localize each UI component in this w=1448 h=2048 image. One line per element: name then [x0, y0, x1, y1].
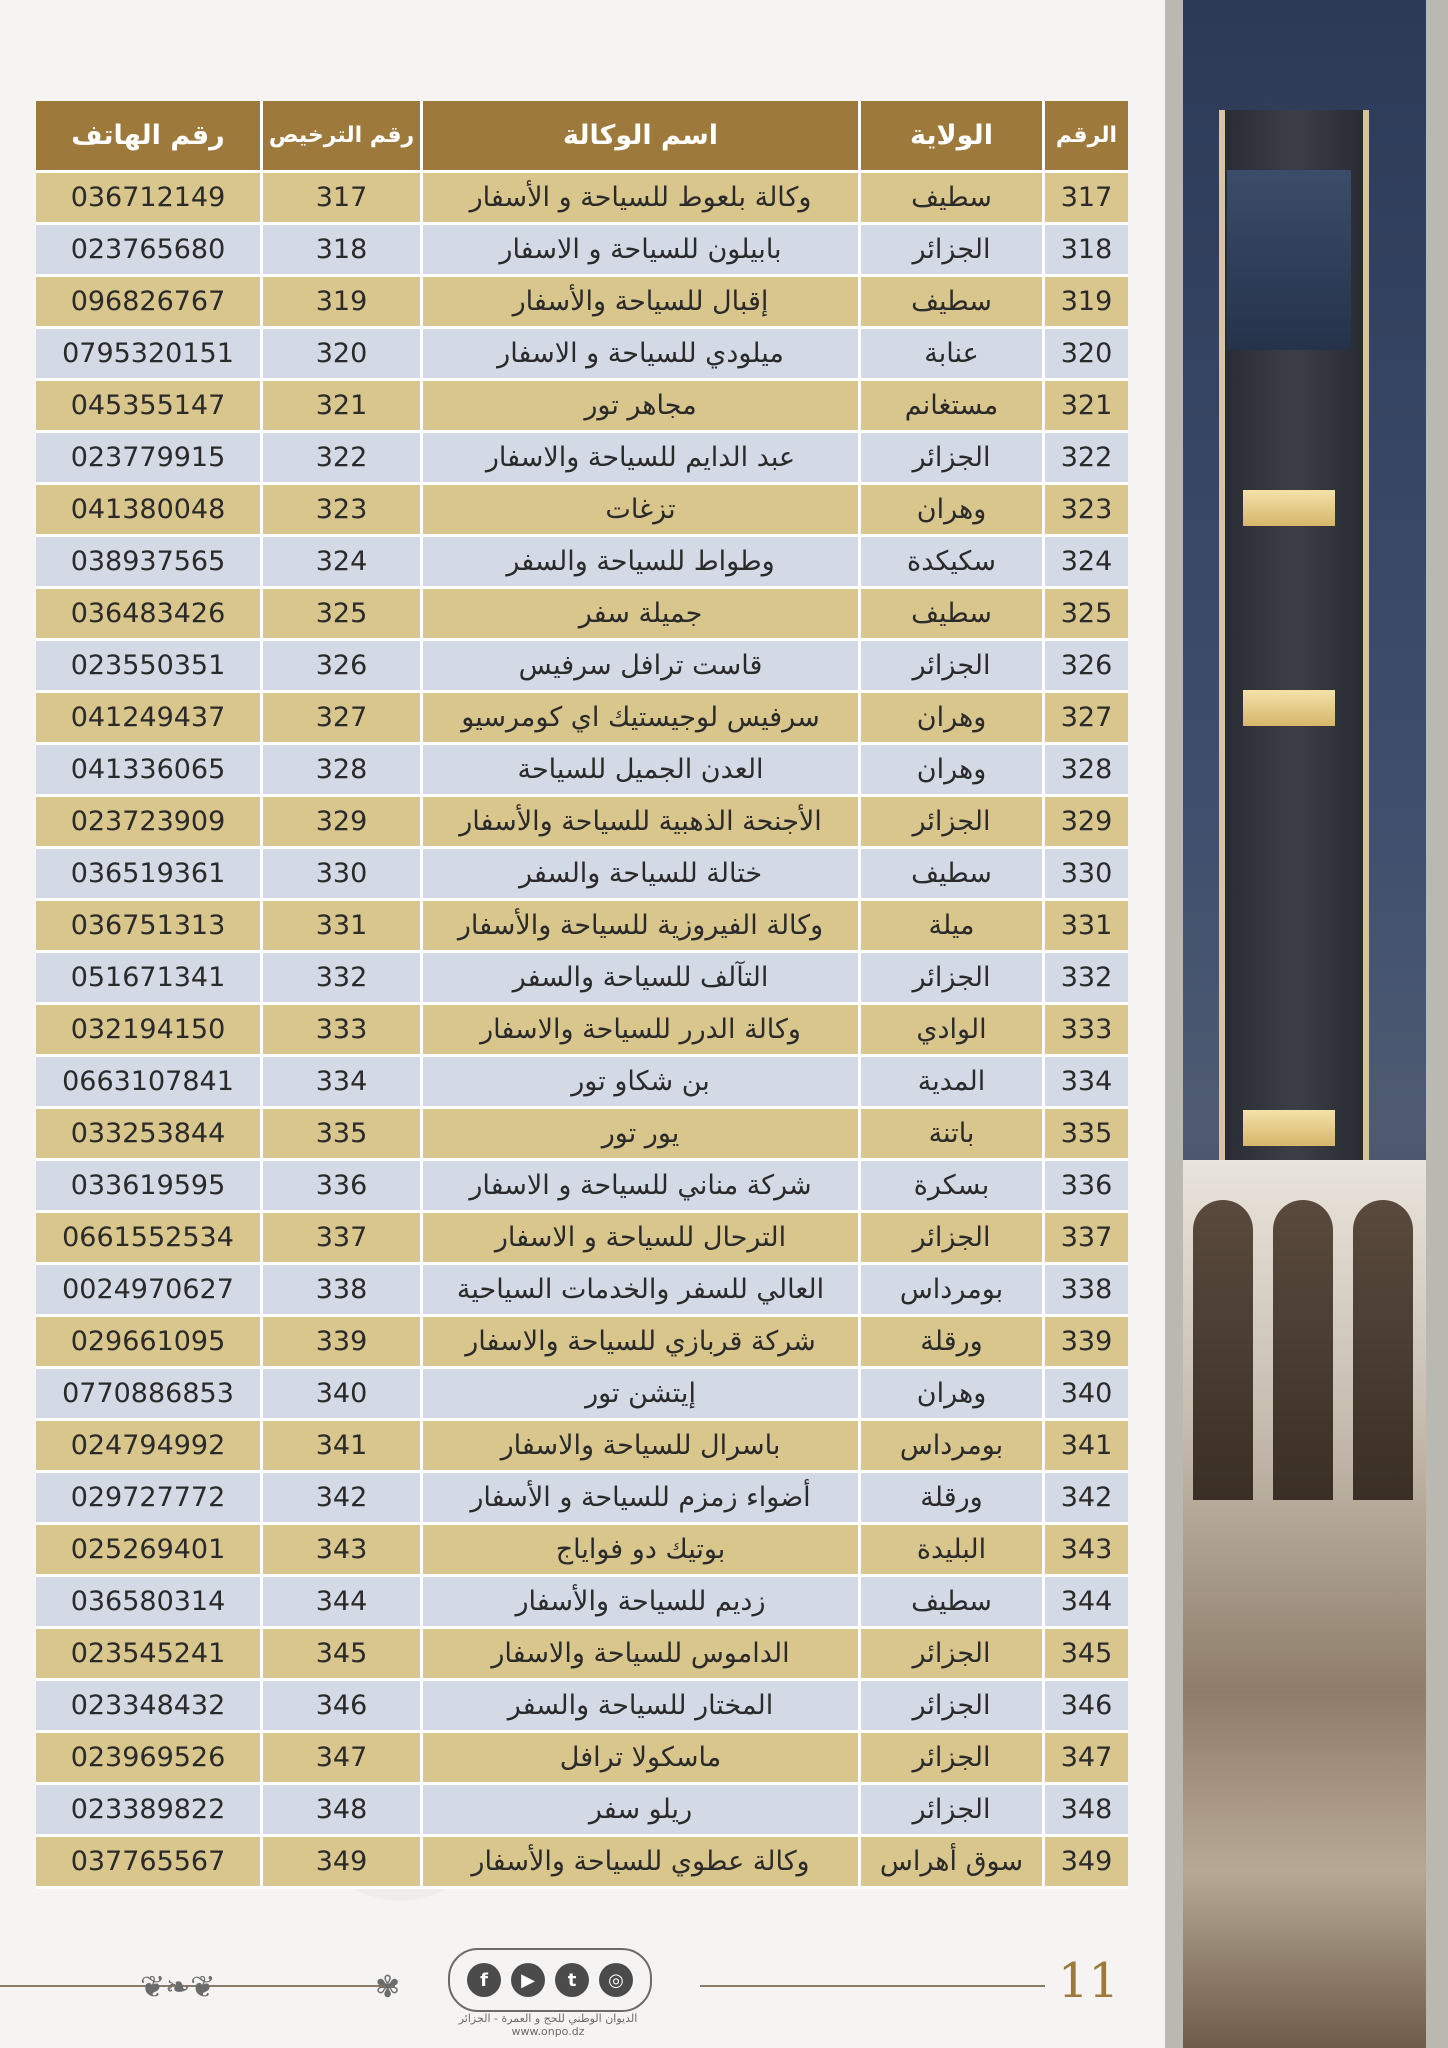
cell-license: 339 — [263, 1317, 423, 1369]
cell-license: 332 — [263, 953, 423, 1005]
cell-agency: أضواء زمزم للسياحة و الأسفار — [423, 1473, 861, 1525]
cell-wilaya: مستغانم — [861, 381, 1045, 433]
cell-license: 338 — [263, 1265, 423, 1317]
minaret-glass-top — [1227, 170, 1351, 350]
cell-phone: 036751313 — [36, 901, 263, 953]
social-links — [448, 1948, 652, 2012]
cell-wilaya: الوادي — [861, 1005, 1045, 1057]
cell-agency: ختالة للسياحة والسفر — [423, 849, 861, 901]
table-row — [36, 1733, 1128, 1785]
cell-phone: 036483426 — [36, 589, 263, 641]
cell-wilaya: بسكرة — [861, 1161, 1045, 1213]
cell-wilaya: وهران — [861, 1369, 1045, 1421]
cell-license: 335 — [263, 1109, 423, 1161]
cell-number: 342 — [1045, 1473, 1128, 1525]
cell-agency: وكالة الفيروزية للسياحة والأسفار — [423, 901, 861, 953]
cell-number: 329 — [1045, 797, 1128, 849]
cell-agency: وطواط للسياحة والسفر — [423, 537, 861, 589]
cell-agency: قاست ترافل سرفيس — [423, 641, 861, 693]
table-row — [36, 589, 1128, 641]
instagram-icon[interactable]: ◎ — [599, 1963, 633, 1997]
youtube-icon[interactable]: ▶ — [511, 1963, 545, 1997]
cell-agency: إقبال للسياحة والأسفار — [423, 277, 861, 329]
cell-number: 326 — [1045, 641, 1128, 693]
cell-wilaya: ورقلة — [861, 1473, 1045, 1525]
header-license: رقم الترخيص — [263, 101, 423, 173]
cell-phone: 041336065 — [36, 745, 263, 797]
cell-phone: 036712149 — [36, 173, 263, 225]
cell-number: 323 — [1045, 485, 1128, 537]
cell-number: 321 — [1045, 381, 1128, 433]
cell-license: 347 — [263, 1733, 423, 1785]
cell-number: 320 — [1045, 329, 1128, 381]
cell-agency: الأجنحة الذهبية للسياحة والأسفار — [423, 797, 861, 849]
cell-number: 332 — [1045, 953, 1128, 1005]
cell-wilaya: سطيف — [861, 1577, 1045, 1629]
ornament-icon: ✾ — [375, 1970, 401, 2005]
table-row — [36, 433, 1128, 485]
cell-license: 331 — [263, 901, 423, 953]
cell-number: 331 — [1045, 901, 1128, 953]
cell-wilaya: المدية — [861, 1057, 1045, 1109]
cell-agency: سرفيس لوجيستيك اي كومرسيو — [423, 693, 861, 745]
cell-agency: عبد الدايم للسياحة والاسفار — [423, 433, 861, 485]
cell-number: 340 — [1045, 1369, 1128, 1421]
cell-license: 342 — [263, 1473, 423, 1525]
cell-wilaya: ميلة — [861, 901, 1045, 953]
cell-number: 347 — [1045, 1733, 1128, 1785]
cell-number: 341 — [1045, 1421, 1128, 1473]
cell-agency: ريلو سفر — [423, 1785, 861, 1837]
table-row — [36, 537, 1128, 589]
table-row — [36, 1577, 1128, 1629]
cell-agency: وكالة عطوي للسياحة والأسفار — [423, 1837, 861, 1889]
cell-license: 343 — [263, 1525, 423, 1577]
cell-number: 327 — [1045, 693, 1128, 745]
cell-phone: 023348432 — [36, 1681, 263, 1733]
cell-number: 337 — [1045, 1213, 1128, 1265]
footer-divider — [700, 1985, 1045, 1987]
mosque-minaret-photo — [1183, 0, 1426, 2048]
cell-agency: يور تور — [423, 1109, 861, 1161]
table-row — [36, 1317, 1128, 1369]
cell-license: 345 — [263, 1629, 423, 1681]
cell-agency: بابيلون للسياحة و الاسفار — [423, 225, 861, 277]
cell-license: 319 — [263, 277, 423, 329]
cell-number: 345 — [1045, 1629, 1128, 1681]
cell-phone: 037765567 — [36, 1837, 263, 1889]
cell-number: 330 — [1045, 849, 1128, 901]
minaret-light-band — [1243, 690, 1335, 726]
cell-license: 328 — [263, 745, 423, 797]
cell-number: 324 — [1045, 537, 1128, 589]
table-row — [36, 1525, 1128, 1577]
table-row — [36, 1681, 1128, 1733]
cell-phone: 023969526 — [36, 1733, 263, 1785]
cell-number: 334 — [1045, 1057, 1128, 1109]
cell-phone: 038937565 — [36, 537, 263, 589]
cell-wilaya: الجزائر — [861, 797, 1045, 849]
cell-phone: 041249437 — [36, 693, 263, 745]
cell-license: 333 — [263, 1005, 423, 1057]
cell-number: 344 — [1045, 1577, 1128, 1629]
cell-license: 321 — [263, 381, 423, 433]
cell-license: 329 — [263, 797, 423, 849]
cell-phone: 0770886853 — [36, 1369, 263, 1421]
table-row — [36, 1369, 1128, 1421]
cell-phone: 032194150 — [36, 1005, 263, 1057]
cell-number: 317 — [1045, 173, 1128, 225]
cell-wilaya: الجزائر — [861, 953, 1045, 1005]
table-row — [36, 745, 1128, 797]
cell-wilaya: بومرداس — [861, 1265, 1045, 1317]
website-url[interactable]: www.onpo.dz — [511, 2025, 585, 2038]
table-row — [36, 1473, 1128, 1525]
cell-wilaya: سوق أهراس — [861, 1837, 1045, 1889]
cell-agency: العالي للسفر والخدمات السياحية — [423, 1265, 861, 1317]
table-row — [36, 641, 1128, 693]
table-row — [36, 1213, 1128, 1265]
cell-license: 337 — [263, 1213, 423, 1265]
table-row — [36, 1005, 1128, 1057]
cell-agency: إيتشن تور — [423, 1369, 861, 1421]
cell-phone: 036580314 — [36, 1577, 263, 1629]
cell-wilaya: سطيف — [861, 173, 1045, 225]
cell-license: 330 — [263, 849, 423, 901]
cell-wilaya: البليدة — [861, 1525, 1045, 1577]
minaret-light-band — [1243, 1110, 1335, 1146]
footer-caption — [448, 2012, 648, 2038]
cell-phone: 041380048 — [36, 485, 263, 537]
table-row — [36, 1109, 1128, 1161]
cell-agency: العدن الجميل للسياحة — [423, 745, 861, 797]
cell-number: 319 — [1045, 277, 1128, 329]
table-body — [36, 173, 1128, 1889]
table-row — [36, 1785, 1128, 1837]
table-row — [36, 849, 1128, 901]
table-row — [36, 1837, 1128, 1889]
header-phone: رقم الهاتف — [36, 101, 263, 173]
organization-name: الديوان الوطني للحج و العمرة - الجزائر — [458, 2012, 638, 2025]
cell-phone: 096826767 — [36, 277, 263, 329]
cell-license: 346 — [263, 1681, 423, 1733]
cell-license: 344 — [263, 1577, 423, 1629]
cell-number: 335 — [1045, 1109, 1128, 1161]
cell-phone: 033619595 — [36, 1161, 263, 1213]
table-row — [36, 901, 1128, 953]
header-wilaya: الولاية — [861, 101, 1045, 173]
cell-license: 326 — [263, 641, 423, 693]
cell-agency: باسرال للسياحة والاسفار — [423, 1421, 861, 1473]
cell-phone: 051671341 — [36, 953, 263, 1005]
header-number: الرقم — [1045, 101, 1128, 173]
table-row — [36, 1057, 1128, 1109]
cell-number: 338 — [1045, 1265, 1128, 1317]
cell-agency: التآلف للسياحة والسفر — [423, 953, 861, 1005]
cell-wilaya: الجزائر — [861, 1785, 1045, 1837]
twitter-icon[interactable]: t — [555, 1963, 589, 1997]
cell-number: 318 — [1045, 225, 1128, 277]
minaret-light-band — [1243, 490, 1335, 526]
cell-license: 317 — [263, 173, 423, 225]
cell-phone: 0663107841 — [36, 1057, 263, 1109]
cell-number: 343 — [1045, 1525, 1128, 1577]
cell-wilaya: باتنة — [861, 1109, 1045, 1161]
cell-number: 328 — [1045, 745, 1128, 797]
cell-license: 320 — [263, 329, 423, 381]
cell-wilaya: الجزائر — [861, 225, 1045, 277]
cell-license: 324 — [263, 537, 423, 589]
cell-phone: 023550351 — [36, 641, 263, 693]
cell-agency: ميلودي للسياحة و الاسفار — [423, 329, 861, 381]
agency-table — [36, 101, 1128, 1889]
arch — [1273, 1200, 1333, 1500]
cell-wilaya: بومرداس — [861, 1421, 1045, 1473]
cell-license: 340 — [263, 1369, 423, 1421]
cell-agency: وكالة بلعوط للسياحة و الأسفار — [423, 173, 861, 225]
cell-wilaya: وهران — [861, 485, 1045, 537]
cell-agency: شركة مناني للسياحة و الاسفار — [423, 1161, 861, 1213]
arch — [1353, 1200, 1413, 1500]
table-header-row — [36, 101, 1128, 173]
cell-wilaya: سطيف — [861, 277, 1045, 329]
cell-phone: 0795320151 — [36, 329, 263, 381]
cell-wilaya: وهران — [861, 745, 1045, 797]
cell-agency: المختار للسياحة والسفر — [423, 1681, 861, 1733]
facebook-icon[interactable]: f — [467, 1963, 501, 1997]
cell-wilaya: سطيف — [861, 849, 1045, 901]
cell-license: 341 — [263, 1421, 423, 1473]
cell-wilaya: الجزائر — [861, 433, 1045, 485]
cell-wilaya: الجزائر — [861, 641, 1045, 693]
cell-phone: 024794992 — [36, 1421, 263, 1473]
cell-agency: بوتيك دو فواياج — [423, 1525, 861, 1577]
cell-agency: ماسكولا ترافل — [423, 1733, 861, 1785]
table-row — [36, 1629, 1128, 1681]
table-row — [36, 329, 1128, 381]
table-row — [36, 797, 1128, 849]
cell-phone: 036519361 — [36, 849, 263, 901]
arch — [1193, 1200, 1253, 1500]
cell-license: 325 — [263, 589, 423, 641]
table-row — [36, 1421, 1128, 1473]
cell-number: 349 — [1045, 1837, 1128, 1889]
table-row — [36, 277, 1128, 329]
cell-phone: 023779915 — [36, 433, 263, 485]
cell-wilaya: سكيكدة — [861, 537, 1045, 589]
cell-agency: جميلة سفر — [423, 589, 861, 641]
cell-number: 325 — [1045, 589, 1128, 641]
cell-agency: شركة قربازي للسياحة والاسفار — [423, 1317, 861, 1369]
cell-wilaya: الجزائر — [861, 1629, 1045, 1681]
table-row — [36, 1161, 1128, 1213]
cell-license: 327 — [263, 693, 423, 745]
cell-license: 334 — [263, 1057, 423, 1109]
cell-phone: 023723909 — [36, 797, 263, 849]
cell-number: 322 — [1045, 433, 1128, 485]
cell-phone: 023765680 — [36, 225, 263, 277]
cell-number: 333 — [1045, 1005, 1128, 1057]
table-row — [36, 173, 1128, 225]
header-agency: اسم الوكالة — [423, 101, 861, 173]
cell-phone: 029661095 — [36, 1317, 263, 1369]
cell-phone: 023389822 — [36, 1785, 263, 1837]
cell-wilaya: الجزائر — [861, 1733, 1045, 1785]
cell-agency: الداموس للسياحة والاسفار — [423, 1629, 861, 1681]
table-row — [36, 953, 1128, 1005]
cell-license: 322 — [263, 433, 423, 485]
table-row — [36, 693, 1128, 745]
cell-phone: 033253844 — [36, 1109, 263, 1161]
cell-wilaya: الجزائر — [861, 1213, 1045, 1265]
cell-number: 339 — [1045, 1317, 1128, 1369]
cell-license: 348 — [263, 1785, 423, 1837]
cell-wilaya: الجزائر — [861, 1681, 1045, 1733]
cell-phone: 0024970627 — [36, 1265, 263, 1317]
table-row — [36, 1265, 1128, 1317]
cell-license: 349 — [263, 1837, 423, 1889]
table-row — [36, 381, 1128, 433]
cell-agency: الترحال للسياحة و الاسفار — [423, 1213, 861, 1265]
cell-license: 323 — [263, 485, 423, 537]
cell-license: 336 — [263, 1161, 423, 1213]
cell-phone: 023545241 — [36, 1629, 263, 1681]
cell-agency: تزغات — [423, 485, 861, 537]
cell-phone: 029727772 — [36, 1473, 263, 1525]
cell-agency: مجاهر تور — [423, 381, 861, 433]
cell-number: 348 — [1045, 1785, 1128, 1837]
cell-phone: 045355147 — [36, 381, 263, 433]
cell-number: 346 — [1045, 1681, 1128, 1733]
cell-agency: وكالة الدرر للسياحة والاسفار — [423, 1005, 861, 1057]
cell-wilaya: عنابة — [861, 329, 1045, 381]
ornament-icon: ❦❧❦ — [140, 1970, 216, 2005]
cell-license: 318 — [263, 225, 423, 277]
table-row — [36, 225, 1128, 277]
table-row — [36, 485, 1128, 537]
cell-agency: زديم للسياحة والأسفار — [423, 1577, 861, 1629]
cell-wilaya: سطيف — [861, 589, 1045, 641]
cell-number: 336 — [1045, 1161, 1128, 1213]
cell-agency: بن شكاو تور — [423, 1057, 861, 1109]
cell-wilaya: ورقلة — [861, 1317, 1045, 1369]
cell-phone: 025269401 — [36, 1525, 263, 1577]
cell-phone: 0661552534 — [36, 1213, 263, 1265]
page-number: 11 — [1058, 1953, 1120, 2009]
cell-wilaya: وهران — [861, 693, 1045, 745]
